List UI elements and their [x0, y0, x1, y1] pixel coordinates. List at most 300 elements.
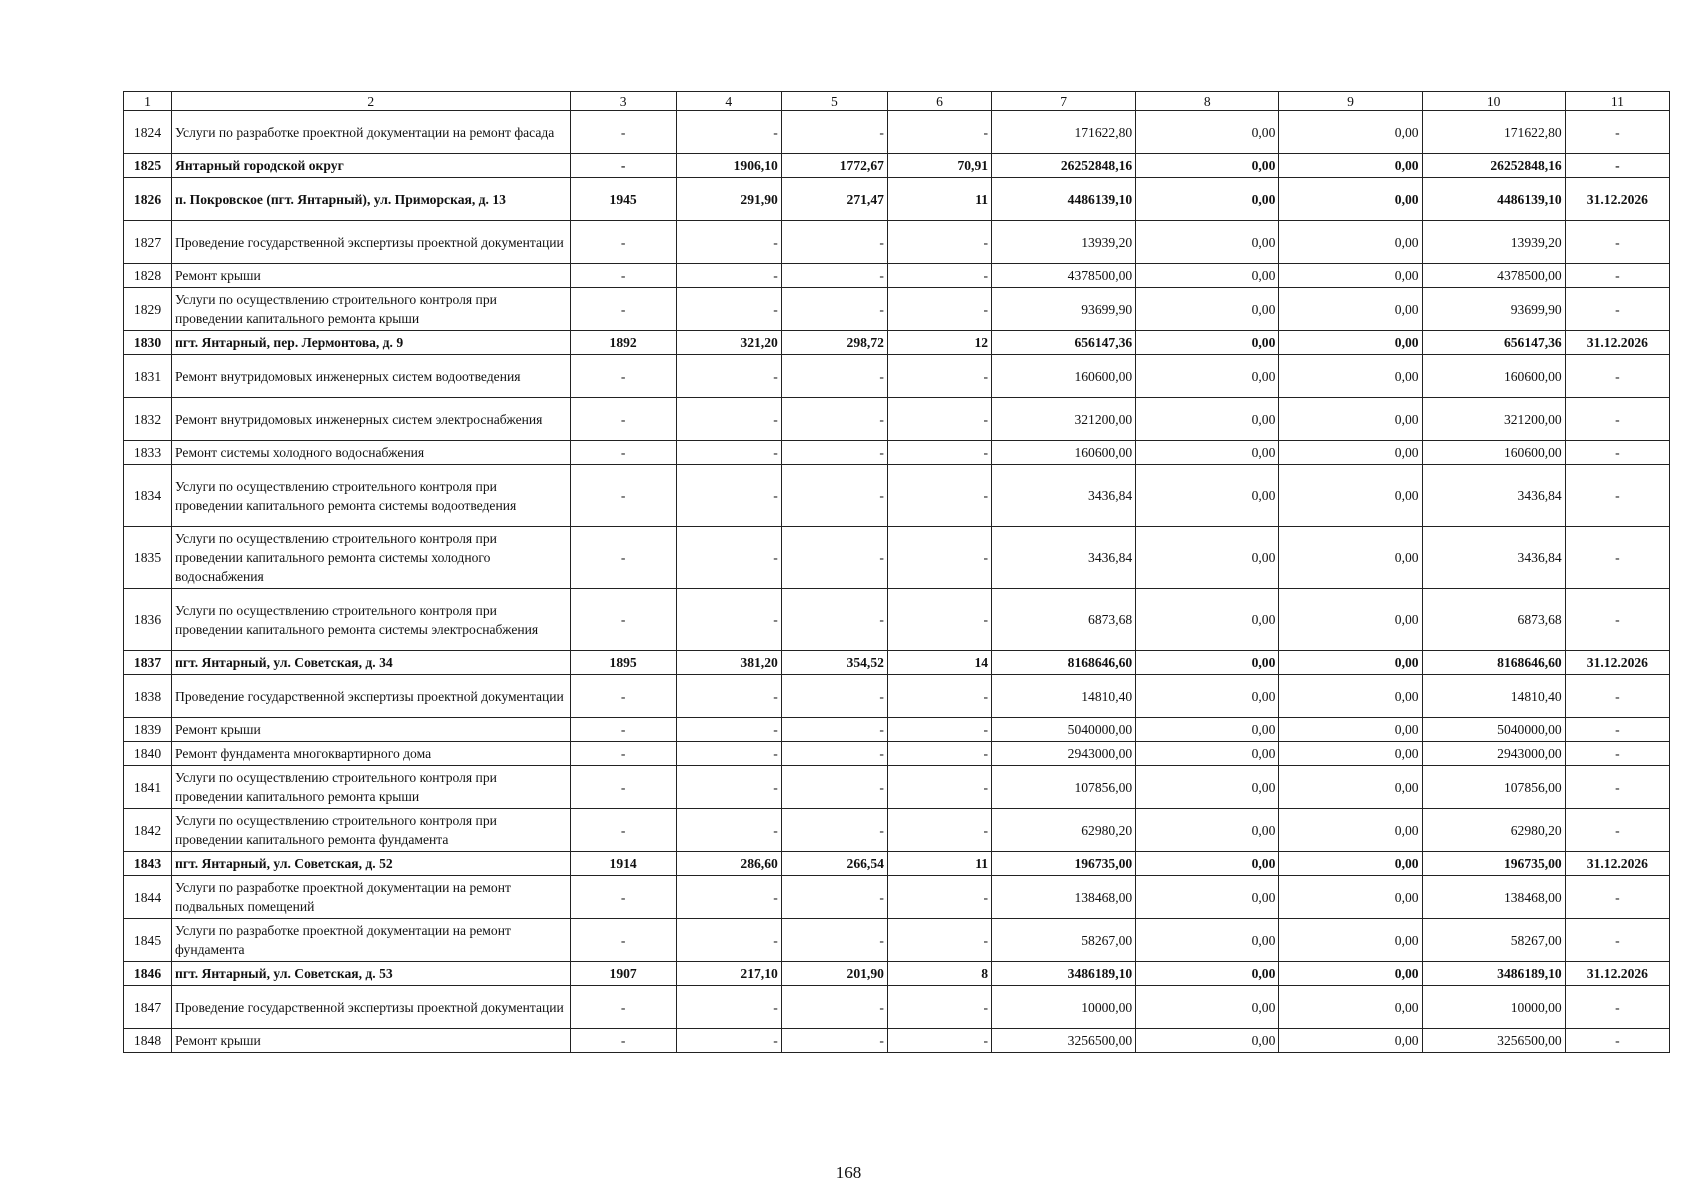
header-cell: 1: [124, 92, 172, 111]
living-area-cell: -: [781, 809, 887, 852]
year-cell: -: [570, 986, 676, 1029]
total-cost-cell: 160600,00: [992, 355, 1136, 398]
fund-cost-cell: 0,00: [1136, 264, 1279, 288]
row-number-cell: 1838: [124, 675, 172, 718]
work-name-cell: Проведение государственной экспертизы проектной документации: [172, 986, 571, 1029]
budget-cost-cell: 0,00: [1279, 718, 1422, 742]
header-cell: 10: [1422, 92, 1565, 111]
fund-cost-cell: 0,00: [1136, 178, 1279, 221]
work-name-cell: Услуги по осуществлению строительного контроля при проведении капитального ремонта фундамента: [172, 809, 571, 852]
living-area-cell: -: [781, 675, 887, 718]
year-cell: 1914: [570, 852, 676, 876]
header-cell: 6: [887, 92, 991, 111]
total-cost-cell: 10000,00: [992, 986, 1136, 1029]
work-item-row: [124, 876, 1670, 919]
year-cell: -: [570, 527, 676, 589]
residents-cell: 11: [887, 178, 991, 221]
work-name-cell: Услуги по осуществлению строительного контроля при проведении капитального ремонта крыши: [172, 766, 571, 809]
year-cell: -: [570, 154, 676, 178]
row-number-cell: 1828: [124, 264, 172, 288]
total-area-cell: 291,90: [676, 178, 781, 221]
budget-cost-cell: 0,00: [1279, 986, 1422, 1029]
total-area-cell: -: [676, 465, 781, 527]
living-area-cell: -: [781, 718, 887, 742]
total-area-cell: -: [676, 876, 781, 919]
total-cost-cell: 13939,20: [992, 221, 1136, 264]
budget-cost-cell: 0,00: [1279, 288, 1422, 331]
work-name-cell: Ремонт фундамента многоквартирного дома: [172, 742, 571, 766]
fund-cost-cell: 0,00: [1136, 355, 1279, 398]
owners-cost-cell: 196735,00: [1422, 852, 1565, 876]
work-name-cell: Ремонт внутридомовых инженерных систем водоотведения: [172, 355, 571, 398]
year-cell: -: [570, 675, 676, 718]
fund-cost-cell: 0,00: [1136, 288, 1279, 331]
deadline-cell: 31.12.2026: [1565, 651, 1669, 675]
living-area-cell: -: [781, 742, 887, 766]
work-item-row: [124, 465, 1670, 527]
residents-cell: -: [887, 589, 991, 651]
living-area-cell: -: [781, 527, 887, 589]
work-name-cell: Услуги по разработке проектной документации на ремонт подвальных помещений: [172, 876, 571, 919]
row-number-cell: 1835: [124, 527, 172, 589]
owners-cost-cell: 138468,00: [1422, 876, 1565, 919]
row-number-cell: 1826: [124, 178, 172, 221]
year-cell: -: [570, 742, 676, 766]
total-area-cell: 381,20: [676, 651, 781, 675]
total-cost-cell: 3436,84: [992, 465, 1136, 527]
living-area-cell: 1772,67: [781, 154, 887, 178]
owners-cost-cell: 10000,00: [1422, 986, 1565, 1029]
residents-cell: -: [887, 675, 991, 718]
work-item-row: [124, 1029, 1670, 1053]
work-name-cell: Ремонт крыши: [172, 1029, 571, 1053]
deadline-cell: -: [1565, 264, 1669, 288]
residents-cell: -: [887, 221, 991, 264]
year-cell: -: [570, 876, 676, 919]
header-cell: 8: [1136, 92, 1279, 111]
total-area-cell: -: [676, 986, 781, 1029]
work-name-cell: п. Покровское (пгт. Янтарный), ул. Приморская, д. 13: [172, 178, 571, 221]
residents-cell: -: [887, 398, 991, 441]
living-area-cell: 298,72: [781, 331, 887, 355]
living-area-cell: -: [781, 986, 887, 1029]
total-area-cell: -: [676, 288, 781, 331]
work-item-row: [124, 527, 1670, 589]
year-cell: -: [570, 766, 676, 809]
work-name-cell: Услуги по осуществлению строительного контроля при проведении капитального ремонта системы электроснабжения: [172, 589, 571, 651]
deadline-cell: -: [1565, 111, 1669, 154]
residents-cell: -: [887, 919, 991, 962]
row-number-cell: 1841: [124, 766, 172, 809]
fund-cost-cell: 0,00: [1136, 876, 1279, 919]
work-name-cell: пгт. Янтарный, пер. Лермонтова, д. 9: [172, 331, 571, 355]
total-cost-cell: 171622,80: [992, 111, 1136, 154]
total-area-cell: -: [676, 675, 781, 718]
work-name-cell: пгт. Янтарный, ул. Советская, д. 34: [172, 651, 571, 675]
building-row: [124, 178, 1670, 221]
owners-cost-cell: 26252848,16: [1422, 154, 1565, 178]
page-number: 168: [835, 1163, 862, 1182]
total-cost-cell: 93699,90: [992, 288, 1136, 331]
header-cell: 3: [570, 92, 676, 111]
work-name-cell: Ремонт системы холодного водоснабжения: [172, 441, 571, 465]
work-item-row: [124, 718, 1670, 742]
deadline-cell: -: [1565, 809, 1669, 852]
year-cell: -: [570, 264, 676, 288]
work-item-row: [124, 288, 1670, 331]
work-item-row: [124, 398, 1670, 441]
living-area-cell: -: [781, 288, 887, 331]
year-cell: -: [570, 355, 676, 398]
row-number-cell: 1832: [124, 398, 172, 441]
deadline-cell: -: [1565, 1029, 1669, 1053]
deadline-cell: -: [1565, 986, 1669, 1029]
residents-cell: -: [887, 264, 991, 288]
total-cost-cell: 4378500,00: [992, 264, 1136, 288]
fund-cost-cell: 0,00: [1136, 718, 1279, 742]
deadline-cell: -: [1565, 589, 1669, 651]
fund-cost-cell: 0,00: [1136, 398, 1279, 441]
row-number-cell: 1842: [124, 809, 172, 852]
owners-cost-cell: 2943000,00: [1422, 742, 1565, 766]
owners-cost-cell: 93699,90: [1422, 288, 1565, 331]
budget-cost-cell: 0,00: [1279, 919, 1422, 962]
budget-cost-cell: 0,00: [1279, 331, 1422, 355]
work-item-row: [124, 264, 1670, 288]
year-cell: 1892: [570, 331, 676, 355]
fund-cost-cell: 0,00: [1136, 589, 1279, 651]
building-row: [124, 331, 1670, 355]
fund-cost-cell: 0,00: [1136, 742, 1279, 766]
total-area-cell: -: [676, 221, 781, 264]
owners-cost-cell: 58267,00: [1422, 919, 1565, 962]
row-number-cell: 1829: [124, 288, 172, 331]
deadline-cell: -: [1565, 221, 1669, 264]
budget-cost-cell: 0,00: [1279, 852, 1422, 876]
living-area-cell: -: [781, 1029, 887, 1053]
fund-cost-cell: 0,00: [1136, 986, 1279, 1029]
total-area-cell: -: [676, 919, 781, 962]
total-area-cell: 1906,10: [676, 154, 781, 178]
work-item-row: [124, 675, 1670, 718]
living-area-cell: -: [781, 221, 887, 264]
budget-cost-cell: 0,00: [1279, 465, 1422, 527]
work-name-cell: Ремонт внутридомовых инженерных систем электроснабжения: [172, 398, 571, 441]
total-cost-cell: 138468,00: [992, 876, 1136, 919]
row-number-cell: 1830: [124, 331, 172, 355]
row-number-cell: 1843: [124, 852, 172, 876]
work-item-row: [124, 221, 1670, 264]
deadline-cell: -: [1565, 675, 1669, 718]
owners-cost-cell: 656147,36: [1422, 331, 1565, 355]
total-area-cell: -: [676, 111, 781, 154]
residents-cell: -: [887, 742, 991, 766]
row-number-cell: 1831: [124, 355, 172, 398]
residents-cell: -: [887, 809, 991, 852]
work-name-cell: Проведение государственной экспертизы проектной документации: [172, 675, 571, 718]
work-name-cell: пгт. Янтарный, ул. Советская, д. 52: [172, 852, 571, 876]
total-cost-cell: 8168646,60: [992, 651, 1136, 675]
fund-cost-cell: 0,00: [1136, 111, 1279, 154]
column-number-header-row: [124, 92, 1670, 111]
residents-cell: -: [887, 441, 991, 465]
residents-cell: -: [887, 876, 991, 919]
building-row: [124, 651, 1670, 675]
fund-cost-cell: 0,00: [1136, 651, 1279, 675]
budget-cost-cell: 0,00: [1279, 154, 1422, 178]
deadline-cell: 31.12.2026: [1565, 852, 1669, 876]
fund-cost-cell: 0,00: [1136, 331, 1279, 355]
total-area-cell: -: [676, 809, 781, 852]
owners-cost-cell: 107856,00: [1422, 766, 1565, 809]
budget-cost-cell: 0,00: [1279, 111, 1422, 154]
row-number-cell: 1836: [124, 589, 172, 651]
year-cell: -: [570, 288, 676, 331]
total-area-cell: -: [676, 527, 781, 589]
year-cell: -: [570, 919, 676, 962]
total-area-cell: -: [676, 589, 781, 651]
total-area-cell: 286,60: [676, 852, 781, 876]
work-item-row: [124, 766, 1670, 809]
header-cell: 4: [676, 92, 781, 111]
work-item-row: [124, 919, 1670, 962]
residents-cell: -: [887, 288, 991, 331]
year-cell: 1907: [570, 962, 676, 986]
work-name-cell: Услуги по осуществлению строительного контроля при проведении капитального ремонта крыши: [172, 288, 571, 331]
row-number-cell: 1845: [124, 919, 172, 962]
budget-cost-cell: 0,00: [1279, 809, 1422, 852]
residents-cell: 12: [887, 331, 991, 355]
residents-cell: -: [887, 355, 991, 398]
living-area-cell: -: [781, 766, 887, 809]
fund-cost-cell: 0,00: [1136, 441, 1279, 465]
work-name-cell: Ремонт крыши: [172, 718, 571, 742]
owners-cost-cell: 4486139,10: [1422, 178, 1565, 221]
total-cost-cell: 4486139,10: [992, 178, 1136, 221]
total-area-cell: -: [676, 1029, 781, 1053]
budget-cost-cell: 0,00: [1279, 527, 1422, 589]
owners-cost-cell: 171622,80: [1422, 111, 1565, 154]
fund-cost-cell: 0,00: [1136, 766, 1279, 809]
deadline-cell: -: [1565, 441, 1669, 465]
building-row: [124, 852, 1670, 876]
row-number-cell: 1839: [124, 718, 172, 742]
total-cost-cell: 107856,00: [992, 766, 1136, 809]
living-area-cell: -: [781, 876, 887, 919]
year-cell: -: [570, 809, 676, 852]
year-cell: -: [570, 465, 676, 527]
total-cost-cell: 5040000,00: [992, 718, 1136, 742]
total-cost-cell: 3436,84: [992, 527, 1136, 589]
owners-cost-cell: 13939,20: [1422, 221, 1565, 264]
living-area-cell: -: [781, 589, 887, 651]
total-cost-cell: 321200,00: [992, 398, 1136, 441]
owners-cost-cell: 62980,20: [1422, 809, 1565, 852]
living-area-cell: 201,90: [781, 962, 887, 986]
row-number-cell: 1833: [124, 441, 172, 465]
total-area-cell: -: [676, 264, 781, 288]
fund-cost-cell: 0,00: [1136, 527, 1279, 589]
deadline-cell: -: [1565, 527, 1669, 589]
work-name-cell: Янтарный городской округ: [172, 154, 571, 178]
owners-cost-cell: 3436,84: [1422, 465, 1565, 527]
living-area-cell: -: [781, 465, 887, 527]
owners-cost-cell: 3256500,00: [1422, 1029, 1565, 1053]
residents-cell: -: [887, 718, 991, 742]
work-name-cell: Услуги по разработке проектной документации на ремонт фасада: [172, 111, 571, 154]
year-cell: -: [570, 718, 676, 742]
year-cell: -: [570, 1029, 676, 1053]
work-name-cell: Услуги по осуществлению строительного контроля при проведении капитального ремонта системы холодного водоснабжения: [172, 527, 571, 589]
fund-cost-cell: 0,00: [1136, 919, 1279, 962]
total-area-cell: -: [676, 766, 781, 809]
budget-cost-cell: 0,00: [1279, 962, 1422, 986]
total-area-cell: -: [676, 718, 781, 742]
row-number-cell: 1837: [124, 651, 172, 675]
budget-cost-cell: 0,00: [1279, 1029, 1422, 1053]
row-number-cell: 1847: [124, 986, 172, 1029]
total-cost-cell: 58267,00: [992, 919, 1136, 962]
repair-program-table: [123, 91, 1670, 1053]
deadline-cell: -: [1565, 355, 1669, 398]
owners-cost-cell: 3436,84: [1422, 527, 1565, 589]
residents-cell: -: [887, 527, 991, 589]
total-cost-cell: 196735,00: [992, 852, 1136, 876]
total-cost-cell: 26252848,16: [992, 154, 1136, 178]
total-cost-cell: 3256500,00: [992, 1029, 1136, 1053]
work-name-cell: Услуги по осуществлению строительного контроля при проведении капитального ремонта системы водоотведения: [172, 465, 571, 527]
year-cell: -: [570, 111, 676, 154]
total-cost-cell: 62980,20: [992, 809, 1136, 852]
living-area-cell: -: [781, 111, 887, 154]
work-name-cell: Услуги по разработке проектной документации на ремонт фундамента: [172, 919, 571, 962]
residents-cell: 70,91: [887, 154, 991, 178]
deadline-cell: 31.12.2026: [1565, 331, 1669, 355]
work-item-row: [124, 441, 1670, 465]
row-number-cell: 1827: [124, 221, 172, 264]
fund-cost-cell: 0,00: [1136, 154, 1279, 178]
fund-cost-cell: 0,00: [1136, 465, 1279, 527]
year-cell: -: [570, 221, 676, 264]
total-cost-cell: 6873,68: [992, 589, 1136, 651]
deadline-cell: -: [1565, 766, 1669, 809]
residents-cell: -: [887, 465, 991, 527]
total-area-cell: -: [676, 355, 781, 398]
deadline-cell: -: [1565, 465, 1669, 527]
total-area-cell: 321,20: [676, 331, 781, 355]
year-cell: -: [570, 398, 676, 441]
row-number-cell: 1846: [124, 962, 172, 986]
year-cell: 1895: [570, 651, 676, 675]
budget-cost-cell: 0,00: [1279, 876, 1422, 919]
fund-cost-cell: 0,00: [1136, 675, 1279, 718]
year-cell: 1945: [570, 178, 676, 221]
living-area-cell: -: [781, 441, 887, 465]
owners-cost-cell: 14810,40: [1422, 675, 1565, 718]
header-cell: 9: [1279, 92, 1422, 111]
total-cost-cell: 2943000,00: [992, 742, 1136, 766]
work-item-row: [124, 355, 1670, 398]
deadline-cell: 31.12.2026: [1565, 962, 1669, 986]
budget-cost-cell: 0,00: [1279, 355, 1422, 398]
row-number-cell: 1848: [124, 1029, 172, 1053]
deadline-cell: -: [1565, 742, 1669, 766]
residents-cell: 14: [887, 651, 991, 675]
total-area-cell: -: [676, 742, 781, 766]
living-area-cell: 354,52: [781, 651, 887, 675]
deadline-cell: -: [1565, 398, 1669, 441]
budget-cost-cell: 0,00: [1279, 264, 1422, 288]
work-item-row: [124, 742, 1670, 766]
work-name-cell: Проведение государственной экспертизы проектной документации: [172, 221, 571, 264]
fund-cost-cell: 0,00: [1136, 962, 1279, 986]
header-cell: 11: [1565, 92, 1669, 111]
work-item-row: [124, 589, 1670, 651]
work-item-row: [124, 986, 1670, 1029]
building-row: [124, 962, 1670, 986]
deadline-cell: -: [1565, 288, 1669, 331]
deadline-cell: -: [1565, 876, 1669, 919]
total-area-cell: -: [676, 398, 781, 441]
total-cost-cell: 3486189,10: [992, 962, 1136, 986]
header-cell: 5: [781, 92, 887, 111]
budget-cost-cell: 0,00: [1279, 398, 1422, 441]
row-number-cell: 1825: [124, 154, 172, 178]
fund-cost-cell: 0,00: [1136, 809, 1279, 852]
living-area-cell: -: [781, 398, 887, 441]
residents-cell: -: [887, 986, 991, 1029]
total-area-cell: 217,10: [676, 962, 781, 986]
deadline-cell: -: [1565, 154, 1669, 178]
budget-cost-cell: 0,00: [1279, 178, 1422, 221]
living-area-cell: 266,54: [781, 852, 887, 876]
residents-cell: 11: [887, 852, 991, 876]
budget-cost-cell: 0,00: [1279, 675, 1422, 718]
living-area-cell: -: [781, 919, 887, 962]
budget-cost-cell: 0,00: [1279, 742, 1422, 766]
budget-cost-cell: 0,00: [1279, 766, 1422, 809]
living-area-cell: -: [781, 355, 887, 398]
row-number-cell: 1844: [124, 876, 172, 919]
building-row: [124, 154, 1670, 178]
deadline-cell: -: [1565, 919, 1669, 962]
residents-cell: -: [887, 766, 991, 809]
work-name-cell: пгт. Янтарный, ул. Советская, д. 53: [172, 962, 571, 986]
owners-cost-cell: 321200,00: [1422, 398, 1565, 441]
residents-cell: 8: [887, 962, 991, 986]
row-number-cell: 1840: [124, 742, 172, 766]
owners-cost-cell: 4378500,00: [1422, 264, 1565, 288]
deadline-cell: -: [1565, 718, 1669, 742]
header-cell: 7: [992, 92, 1136, 111]
year-cell: -: [570, 589, 676, 651]
row-number-cell: 1834: [124, 465, 172, 527]
living-area-cell: -: [781, 264, 887, 288]
budget-cost-cell: 0,00: [1279, 441, 1422, 465]
work-item-row: [124, 111, 1670, 154]
total-area-cell: -: [676, 441, 781, 465]
budget-cost-cell: 0,00: [1279, 651, 1422, 675]
budget-cost-cell: 0,00: [1279, 589, 1422, 651]
document-sheet: [123, 91, 1670, 1053]
owners-cost-cell: 3486189,10: [1422, 962, 1565, 986]
living-area-cell: 271,47: [781, 178, 887, 221]
fund-cost-cell: 0,00: [1136, 1029, 1279, 1053]
residents-cell: -: [887, 1029, 991, 1053]
fund-cost-cell: 0,00: [1136, 221, 1279, 264]
year-cell: -: [570, 441, 676, 465]
deadline-cell: 31.12.2026: [1565, 178, 1669, 221]
